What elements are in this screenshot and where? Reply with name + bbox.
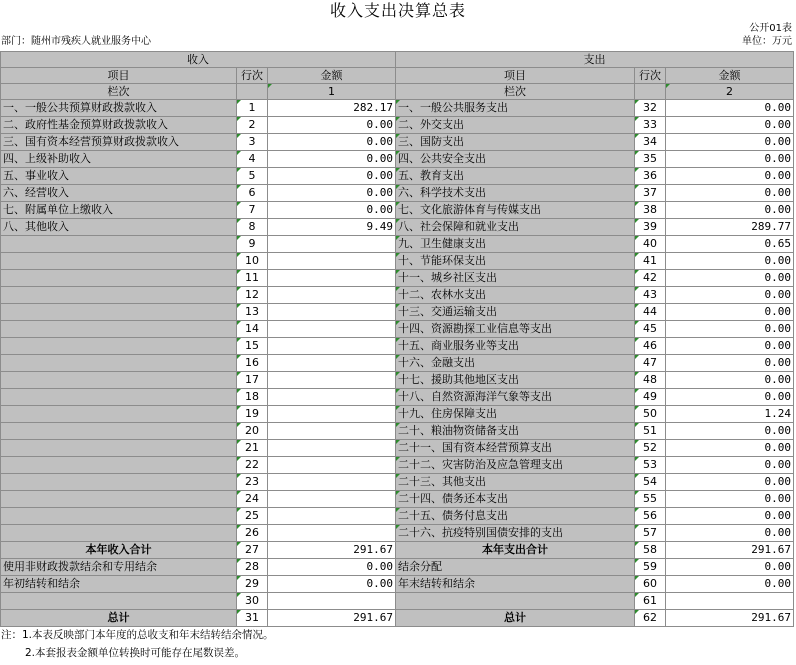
income-item-cell[interactable] <box>1 338 237 355</box>
department-label: 部门：随州市残疾人就业服务中心 <box>1 36 151 47</box>
expense-line-cell[interactable]: 34 <box>635 134 666 151</box>
income-item-cell[interactable] <box>1 355 237 372</box>
income-item-cell[interactable] <box>1 423 237 440</box>
expense-item-cell[interactable]: 十九、住房保障支出 <box>396 406 635 423</box>
income-total-label[interactable]: 总计 <box>1 610 237 627</box>
income-amount-cell[interactable]: 0.00 <box>268 117 396 134</box>
total-row <box>1 593 794 610</box>
table-row <box>1 117 794 134</box>
income-item-cell[interactable] <box>1 253 237 270</box>
income-item-header: 项目 <box>1 68 237 84</box>
expense-amount-cell[interactable]: 0.00 <box>666 202 794 219</box>
income-amount-cell[interactable] <box>268 406 396 423</box>
income-amount-cell[interactable] <box>268 321 396 338</box>
expense-item-cell[interactable]: 七、文化旅游体育与传媒支出 <box>396 202 635 219</box>
expense-item-cell[interactable]: 四、公共安全支出 <box>396 151 635 168</box>
income-total-label[interactable] <box>1 593 237 610</box>
income-item-cell[interactable] <box>1 440 237 457</box>
income-item-cell[interactable]: 三、国有资本经营预算财政拨款收入 <box>1 134 237 151</box>
expense-amount-header: 金额 <box>666 68 794 84</box>
income-amount-cell[interactable] <box>268 304 396 321</box>
unit-label: 单位：万元 <box>742 36 792 47</box>
income-total-amount[interactable]: 0.00 <box>268 559 396 576</box>
expense-column-index: 2 <box>666 84 794 100</box>
expense-amount-cell[interactable]: 289.77 <box>666 219 794 236</box>
expense-line-cell[interactable]: 51 <box>635 423 666 440</box>
expense-total-amount[interactable]: 0.00 <box>666 576 794 593</box>
expense-amount-cell[interactable]: 0.00 <box>666 168 794 185</box>
table-row <box>1 525 794 542</box>
income-amount-cell[interactable] <box>268 236 396 253</box>
income-line-cell[interactable]: 20 <box>237 423 268 440</box>
income-total-amount[interactable]: 291.67 <box>268 610 396 627</box>
income-line-cell[interactable]: 31 <box>237 610 268 627</box>
expense-amount-cell[interactable]: 0.65 <box>666 236 794 253</box>
income-line-cell[interactable]: 16 <box>237 355 268 372</box>
expense-item-cell[interactable]: 六、科学技术支出 <box>396 185 635 202</box>
expense-amount-cell[interactable]: 0.00 <box>666 525 794 542</box>
table-row <box>1 304 794 321</box>
income-total-amount[interactable]: 291.67 <box>268 542 396 559</box>
expense-amount-cell[interactable]: 0.00 <box>666 355 794 372</box>
column-header-row <box>1 68 794 84</box>
expense-line-cell[interactable]: 37 <box>635 185 666 202</box>
expense-line-cell[interactable]: 32 <box>635 100 666 117</box>
income-item-cell[interactable] <box>1 406 237 423</box>
expense-line-cell[interactable]: 52 <box>635 440 666 457</box>
income-line-cell[interactable]: 15 <box>237 338 268 355</box>
income-amount-cell[interactable] <box>268 491 396 508</box>
table-row <box>1 423 794 440</box>
income-amount-cell[interactable] <box>268 423 396 440</box>
expense-item-cell[interactable]: 十一、城乡社区支出 <box>396 270 635 287</box>
income-total-label[interactable]: 使用非财政拨款结余和专用结余 <box>1 559 237 576</box>
income-item-cell[interactable] <box>1 270 237 287</box>
table-row <box>1 440 794 457</box>
expense-line-cell[interactable]: 61 <box>635 593 666 610</box>
income-total-amount[interactable] <box>268 593 396 610</box>
expense-total-label[interactable]: 总计 <box>396 610 635 627</box>
income-item-cell[interactable] <box>1 321 237 338</box>
expense-line-cell[interactable]: 54 <box>635 474 666 491</box>
income-item-cell[interactable] <box>1 372 237 389</box>
expense-line-cell[interactable]: 60 <box>635 576 666 593</box>
income-item-cell[interactable] <box>1 474 237 491</box>
income-amount-cell[interactable] <box>268 525 396 542</box>
table-row <box>1 338 794 355</box>
expense-item-cell[interactable]: 十七、援助其他地区支出 <box>396 372 635 389</box>
table-row <box>1 406 794 423</box>
expense-line-cell[interactable]: 53 <box>635 457 666 474</box>
expense-item-cell[interactable]: 十三、交通运输支出 <box>396 304 635 321</box>
income-item-cell[interactable] <box>1 287 237 304</box>
income-amount-cell[interactable]: 9.49 <box>268 219 396 236</box>
expense-line-cell[interactable]: 57 <box>635 525 666 542</box>
expense-item-cell[interactable]: 十六、金融支出 <box>396 355 635 372</box>
table-row <box>1 253 794 270</box>
table-row <box>1 321 794 338</box>
expense-line-cell[interactable]: 43 <box>635 287 666 304</box>
expense-line-cell[interactable]: 36 <box>635 168 666 185</box>
income-amount-cell[interactable] <box>268 355 396 372</box>
expense-total-label[interactable]: 年末结转和结余 <box>396 576 635 593</box>
expense-amount-cell[interactable]: 0.00 <box>666 117 794 134</box>
expense-total-label[interactable]: 本年支出合计 <box>396 542 635 559</box>
expense-amount-cell[interactable]: 0.00 <box>666 304 794 321</box>
expense-item-cell[interactable]: 二十五、债务付息支出 <box>396 508 635 525</box>
income-amount-cell[interactable] <box>268 372 396 389</box>
expense-item-cell[interactable]: 二十二、灾害防治及应急管理支出 <box>396 457 635 474</box>
expense-line-cell[interactable]: 55 <box>635 491 666 508</box>
income-amount-cell[interactable]: 0.00 <box>268 151 396 168</box>
income-amount-cell[interactable]: 282.17 <box>268 100 396 117</box>
total-row <box>1 610 794 627</box>
expense-section-header: 支出 <box>396 52 794 68</box>
expense-total-label[interactable]: 结余分配 <box>396 559 635 576</box>
income-amount-cell[interactable] <box>268 508 396 525</box>
income-item-cell[interactable]: 六、经营收入 <box>1 185 237 202</box>
income-item-cell[interactable] <box>1 508 237 525</box>
total-row <box>1 559 794 576</box>
income-amount-cell[interactable] <box>268 474 396 491</box>
income-item-cell[interactable] <box>1 491 237 508</box>
expense-item-cell[interactable]: 二十三、其他支出 <box>396 474 635 491</box>
expense-amount-cell[interactable]: 0.00 <box>666 440 794 457</box>
expense-item-header: 项目 <box>396 68 635 84</box>
income-column-index: 1 <box>268 84 396 100</box>
table-row <box>1 474 794 491</box>
income-line-cell[interactable]: 6 <box>237 185 268 202</box>
expense-amount-cell[interactable]: 0.00 <box>666 372 794 389</box>
income-line-cell[interactable]: 11 <box>237 270 268 287</box>
expense-line-cell[interactable]: 39 <box>635 219 666 236</box>
form-code: 公开01表 <box>749 23 792 34</box>
expense-line-cell[interactable]: 45 <box>635 321 666 338</box>
income-line-cell[interactable]: 1 <box>237 100 268 117</box>
expense-amount-cell[interactable]: 0.00 <box>666 474 794 491</box>
expense-amount-cell[interactable]: 0.00 <box>666 100 794 117</box>
expense-line-cell[interactable]: 41 <box>635 253 666 270</box>
income-line-cell[interactable]: 29 <box>237 576 268 593</box>
expense-item-cell[interactable]: 十二、农林水支出 <box>396 287 635 304</box>
income-line-cell[interactable]: 10 <box>237 253 268 270</box>
income-line-cell[interactable]: 23 <box>237 474 268 491</box>
income-item-cell[interactable] <box>1 236 237 253</box>
income-total-label[interactable]: 年初结转和结余 <box>1 576 237 593</box>
expense-amount-cell[interactable]: 0.00 <box>666 321 794 338</box>
expense-line-cell[interactable]: 58 <box>635 542 666 559</box>
expense-amount-cell[interactable]: 0.00 <box>666 270 794 287</box>
expense-line-cell[interactable]: 44 <box>635 304 666 321</box>
income-line-cell[interactable]: 18 <box>237 389 268 406</box>
expense-line-cell[interactable]: 49 <box>635 389 666 406</box>
table-row <box>1 202 794 219</box>
income-line-cell[interactable]: 17 <box>237 372 268 389</box>
table-row <box>1 355 794 372</box>
table-row <box>1 236 794 253</box>
income-section-header: 收入 <box>1 52 396 68</box>
income-amount-cell[interactable] <box>268 270 396 287</box>
table-row <box>1 389 794 406</box>
page-title: 收入支出决算总表 <box>329 1 466 20</box>
income-amount-cell[interactable] <box>268 338 396 355</box>
expense-total-amount[interactable]: 291.67 <box>666 610 794 627</box>
table-row <box>1 508 794 525</box>
expense-item-cell[interactable]: 二十六、抗疫特别国债安排的支出 <box>396 525 635 542</box>
expense-item-cell[interactable]: 一、一般公共服务支出 <box>396 100 635 117</box>
column-index-row <box>1 84 794 100</box>
income-line-cell[interactable]: 9 <box>237 236 268 253</box>
note-2: 2.本套报表金额单位转换时可能存在尾数误差。 <box>25 647 246 659</box>
expense-item-cell[interactable]: 二十一、国有资本经营预算支出 <box>396 440 635 457</box>
expense-item-cell[interactable]: 十、节能环保支出 <box>396 253 635 270</box>
expense-line-cell[interactable]: 46 <box>635 338 666 355</box>
expense-line-cell[interactable]: 56 <box>635 508 666 525</box>
expense-item-cell[interactable]: 二十、粮油物资储备支出 <box>396 423 635 440</box>
income-line-cell[interactable]: 14 <box>237 321 268 338</box>
income-item-cell[interactable]: 二、政府性基金预算财政拨款收入 <box>1 117 237 134</box>
income-line-cell[interactable]: 30 <box>237 593 268 610</box>
income-item-cell[interactable]: 四、上级补助收入 <box>1 151 237 168</box>
table-row <box>1 151 794 168</box>
income-amount-cell[interactable]: 0.00 <box>268 134 396 151</box>
expense-item-cell[interactable]: 十四、资源勘探工业信息等支出 <box>396 321 635 338</box>
income-item-cell[interactable] <box>1 389 237 406</box>
expense-line-cell[interactable]: 40 <box>635 236 666 253</box>
expense-line-cell[interactable]: 38 <box>635 202 666 219</box>
expense-line-cell[interactable]: 35 <box>635 151 666 168</box>
section-header-row <box>1 52 794 68</box>
income-item-cell[interactable]: 一、一般公共预算财政拨款收入 <box>1 100 237 117</box>
table-row <box>1 457 794 474</box>
expense-line-header: 行次 <box>635 68 666 84</box>
expense-item-cell[interactable]: 二、外交支出 <box>396 117 635 134</box>
expense-amount-cell[interactable]: 0.00 <box>666 491 794 508</box>
expense-line-cell[interactable]: 50 <box>635 406 666 423</box>
income-line-cell[interactable]: 22 <box>237 457 268 474</box>
income-line-cell[interactable]: 19 <box>237 406 268 423</box>
income-line-cell[interactable]: 21 <box>237 440 268 457</box>
income-line-cell[interactable]: 25 <box>237 508 268 525</box>
income-line-cell[interactable]: 13 <box>237 304 268 321</box>
income-amount-header: 金额 <box>268 68 396 84</box>
expense-amount-cell[interactable]: 0.00 <box>666 185 794 202</box>
expense-column-row-label: 栏次 <box>396 84 635 100</box>
income-line-cell[interactable]: 27 <box>237 542 268 559</box>
expense-item-cell[interactable]: 二十四、债务还本支出 <box>396 491 635 508</box>
income-column-row-label: 栏次 <box>1 84 237 100</box>
table-row <box>1 100 794 117</box>
income-amount-cell[interactable] <box>268 287 396 304</box>
income-total-label[interactable]: 本年收入合计 <box>1 542 237 559</box>
table-row <box>1 491 794 508</box>
income-line-header: 行次 <box>237 68 268 84</box>
income-line-cell[interactable]: 24 <box>237 491 268 508</box>
expense-amount-cell[interactable]: 0.00 <box>666 287 794 304</box>
total-row <box>1 576 794 593</box>
income-amount-cell[interactable] <box>268 253 396 270</box>
income-line-cell[interactable]: 12 <box>237 287 268 304</box>
expense-item-cell[interactable]: 十八、自然资源海洋气象等支出 <box>396 389 635 406</box>
expense-amount-cell[interactable]: 0.00 <box>666 134 794 151</box>
expense-line-cell[interactable]: 59 <box>635 559 666 576</box>
income-expense-table <box>0 51 794 627</box>
expense-line-cell[interactable]: 47 <box>635 355 666 372</box>
expense-item-cell[interactable]: 三、国防支出 <box>396 134 635 151</box>
income-line-cell[interactable]: 26 <box>237 525 268 542</box>
expense-amount-cell[interactable]: 0.00 <box>666 457 794 474</box>
expense-amount-cell[interactable]: 0.00 <box>666 508 794 525</box>
expense-amount-cell[interactable]: 0.00 <box>666 338 794 355</box>
expense-item-cell[interactable]: 十五、商业服务业等支出 <box>396 338 635 355</box>
expense-line-cell[interactable]: 33 <box>635 117 666 134</box>
income-line-cell[interactable]: 7 <box>237 202 268 219</box>
income-line-cell[interactable]: 28 <box>237 559 268 576</box>
income-amount-cell[interactable]: 0.00 <box>268 168 396 185</box>
income-item-cell[interactable]: 五、事业收入 <box>1 168 237 185</box>
income-total-amount[interactable]: 0.00 <box>268 576 396 593</box>
expense-item-cell[interactable]: 五、教育支出 <box>396 168 635 185</box>
income-item-cell[interactable]: 七、附属单位上缴收入 <box>1 202 237 219</box>
expense-item-cell[interactable]: 八、社会保障和就业支出 <box>396 219 635 236</box>
expense-total-amount[interactable] <box>666 593 794 610</box>
income-line-cell[interactable]: 3 <box>237 134 268 151</box>
table-row <box>1 372 794 389</box>
expense-amount-cell[interactable]: 0.00 <box>666 253 794 270</box>
income-item-cell[interactable]: 八、其他收入 <box>1 219 237 236</box>
income-line-blank <box>237 84 268 100</box>
table-row <box>1 287 794 304</box>
expense-amount-cell[interactable]: 1.24 <box>666 406 794 423</box>
expense-line-cell[interactable]: 42 <box>635 270 666 287</box>
income-line-cell[interactable]: 2 <box>237 117 268 134</box>
income-line-cell[interactable]: 8 <box>237 219 268 236</box>
income-item-cell[interactable] <box>1 525 237 542</box>
income-item-cell[interactable] <box>1 304 237 321</box>
table-row <box>1 219 794 236</box>
expense-amount-cell[interactable]: 0.00 <box>666 389 794 406</box>
expense-total-amount[interactable]: 291.67 <box>666 542 794 559</box>
table-row <box>1 270 794 287</box>
expense-line-cell[interactable]: 62 <box>635 610 666 627</box>
expense-amount-cell[interactable]: 0.00 <box>666 423 794 440</box>
table-row <box>1 168 794 185</box>
income-line-cell[interactable]: 4 <box>237 151 268 168</box>
expense-total-amount[interactable]: 0.00 <box>666 559 794 576</box>
income-amount-cell[interactable]: 0.00 <box>268 202 396 219</box>
expense-line-cell[interactable]: 48 <box>635 372 666 389</box>
expense-total-label[interactable] <box>396 593 635 610</box>
income-amount-cell[interactable]: 0.00 <box>268 185 396 202</box>
income-item-cell[interactable] <box>1 457 237 474</box>
income-amount-cell[interactable] <box>268 457 396 474</box>
expense-item-cell[interactable]: 九、卫生健康支出 <box>396 236 635 253</box>
income-amount-cell[interactable] <box>268 389 396 406</box>
expense-amount-cell[interactable]: 0.00 <box>666 151 794 168</box>
table-row <box>1 185 794 202</box>
table-row <box>1 134 794 151</box>
expense-line-blank <box>635 84 666 100</box>
total-row <box>1 542 794 559</box>
note-1: 注：1.本表反映部门本年度的总收支和年末结转结余情况。 <box>1 629 274 641</box>
income-line-cell[interactable]: 5 <box>237 168 268 185</box>
income-amount-cell[interactable] <box>268 440 396 457</box>
